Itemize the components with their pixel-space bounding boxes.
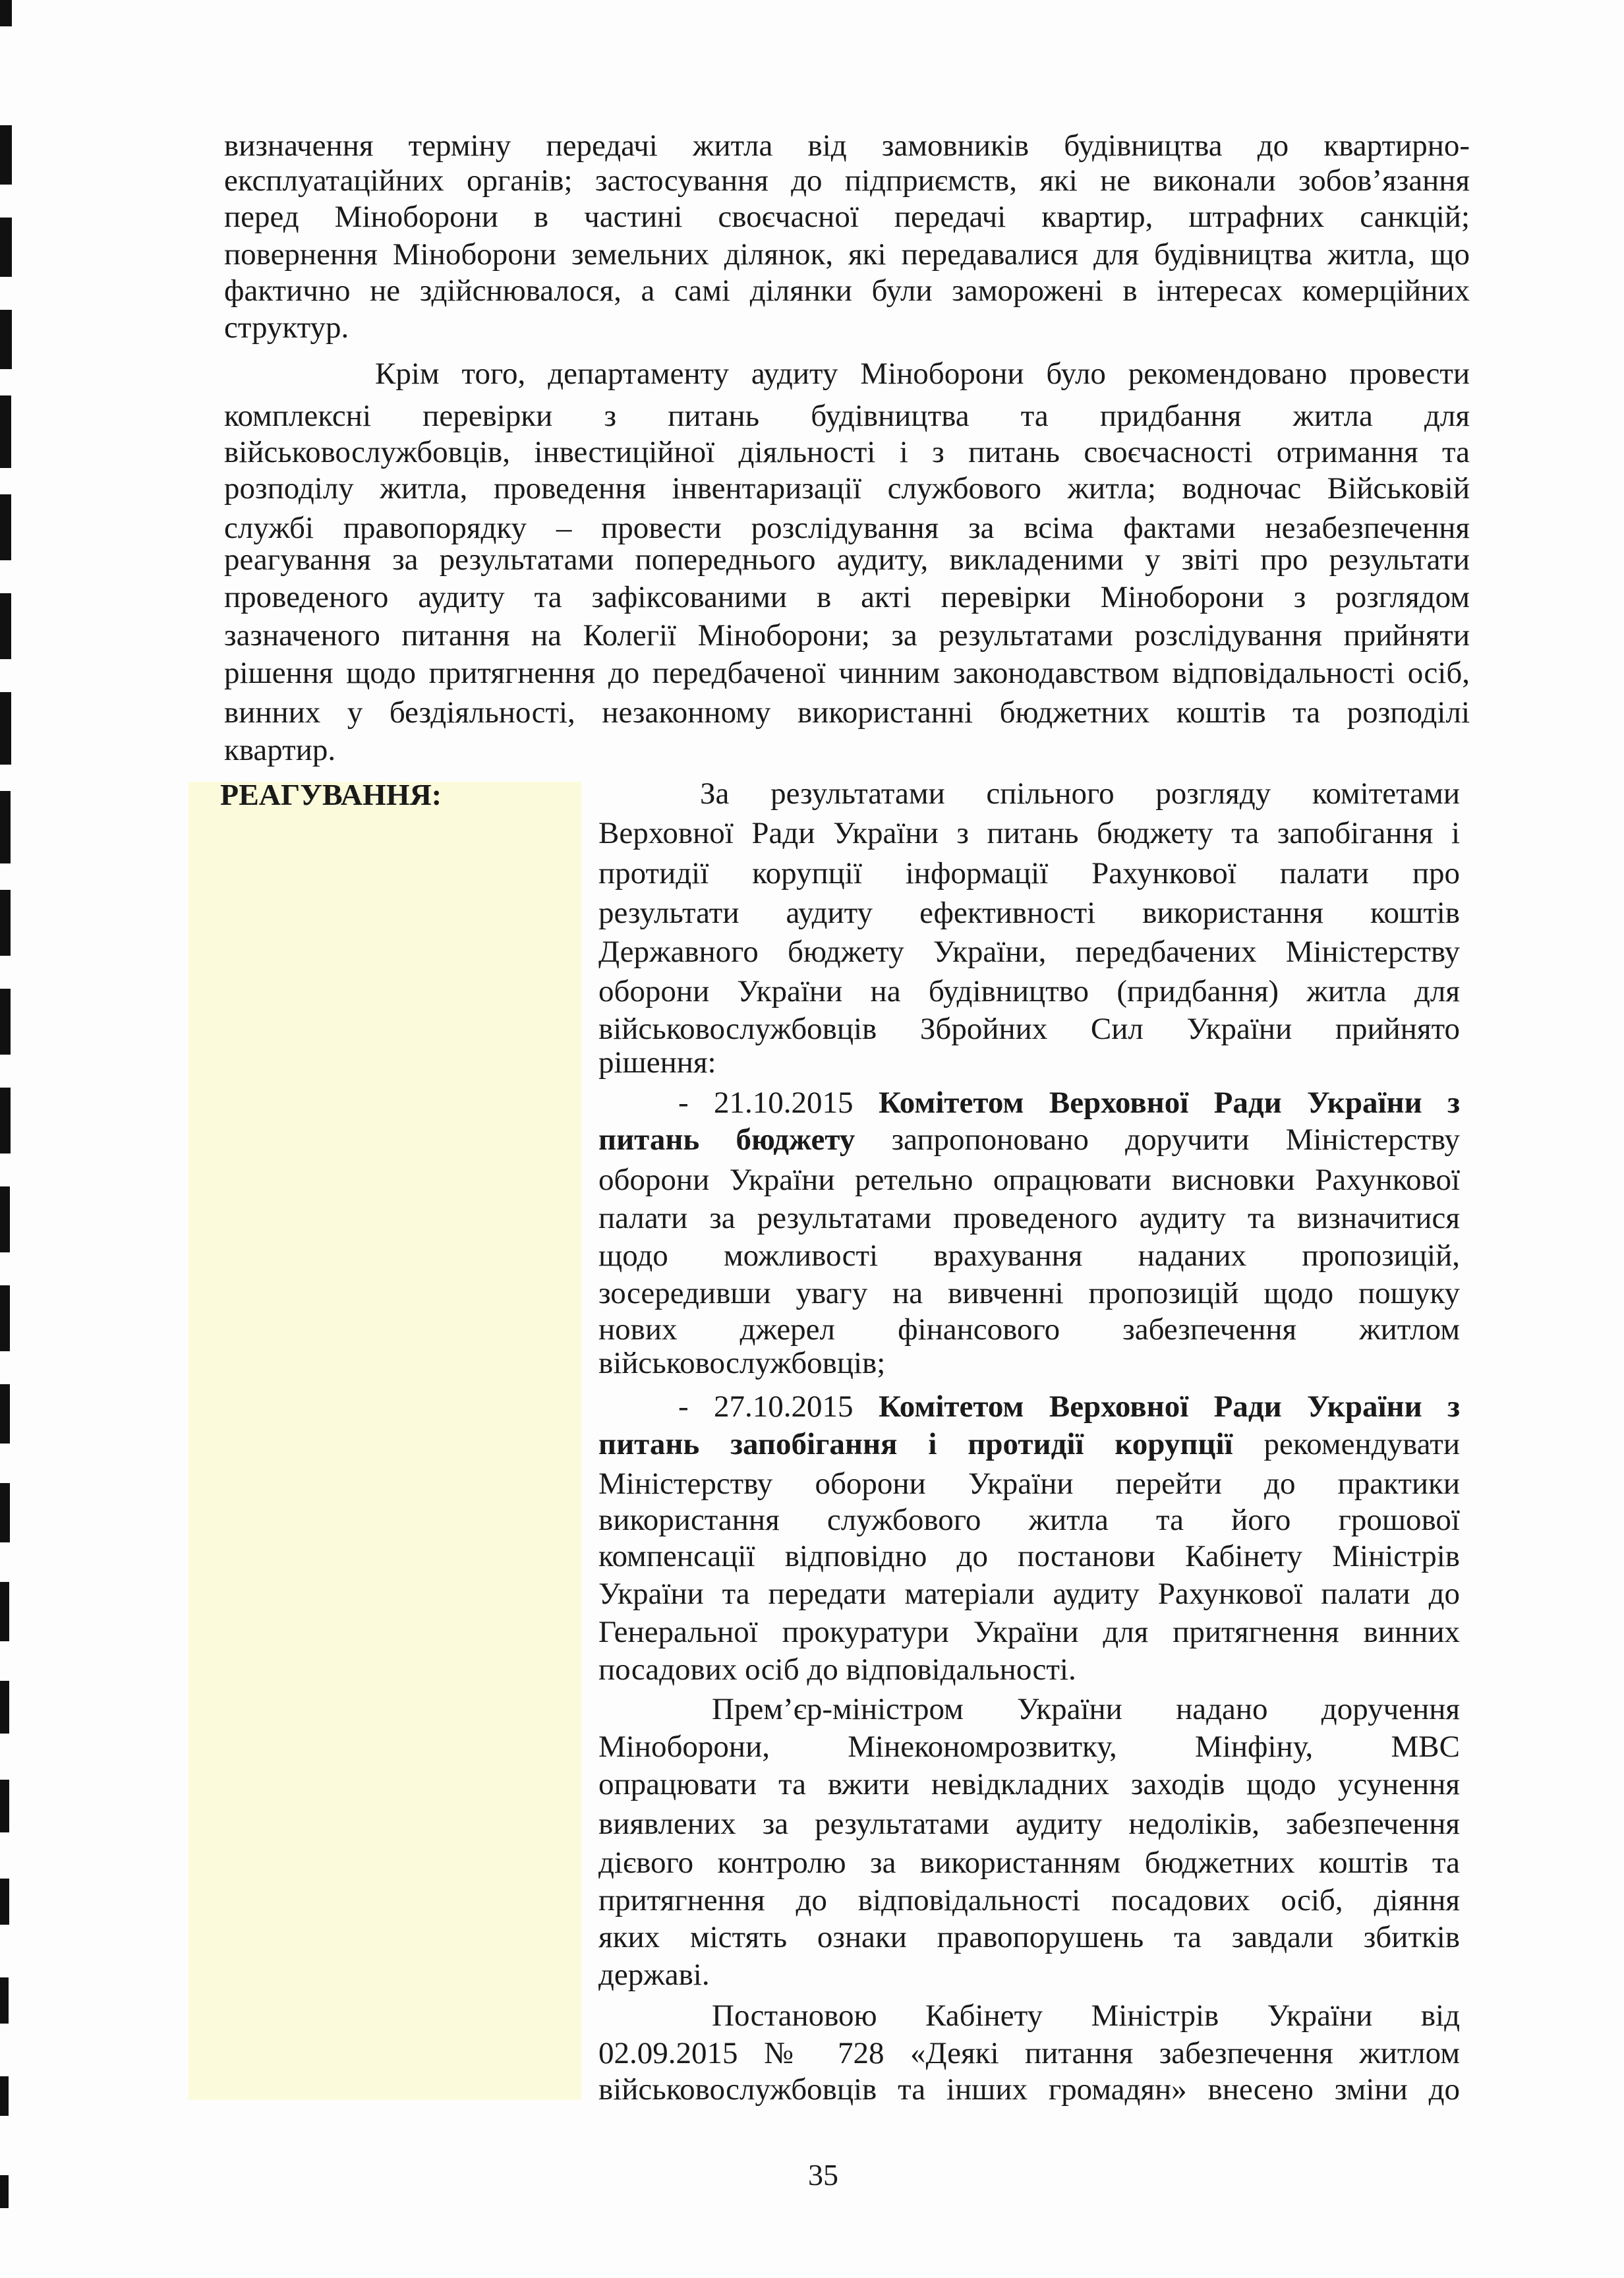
text-line	[700, 775, 1460, 812]
binder-mark	[0, 593, 11, 659]
bold-text: питань запобігання і протидії корупції	[598, 1427, 1233, 1461]
text-line: комплексні перевірки з питань будівництва та придбання житла для	[224, 399, 1470, 433]
text-line: структур.	[224, 310, 349, 345]
binder-mark	[0, 1879, 9, 1925]
bold-text: питань бюджету	[598, 1123, 856, 1157]
binder-mark	[0, 218, 12, 277]
binder-mark	[0, 989, 11, 1055]
text-line: службі правопорядку – провести розслідування за всіма фактами незабезпечення	[224, 511, 1470, 545]
page-number: 35	[808, 2158, 838, 2192]
text-line	[598, 1345, 1460, 1382]
text-segment: нових джерел фінансового забезпечення житлом	[598, 1312, 1460, 1347]
binder-mark	[0, 1483, 10, 1542]
text-line	[598, 1651, 1460, 1688]
text-line	[598, 1044, 1460, 1081]
text-segment: зосередивши увагу на вивченні пропозицій щодо пошуку	[598, 1276, 1460, 1310]
text-line: військовослужбовців, інвестиційної діяльності і з питань своєчасності отримання та	[224, 435, 1470, 469]
text-line	[598, 1728, 1460, 1765]
text-segment: Постановою Кабінету Міністрів України від	[712, 1999, 1460, 2033]
binder-mark	[0, 1285, 10, 1351]
binder-mark	[0, 692, 11, 765]
text-segment: державі.	[598, 1958, 710, 1992]
text-segment: результати аудиту ефективності використання коштів	[598, 896, 1460, 930]
text-line: визначення терміну передачі житла від замовників будівництва до квартирно-	[224, 129, 1470, 163]
text-line	[598, 1844, 1460, 1881]
text-line: Крім того, департаменту аудиту Міноборони було рекомендовано провести	[375, 357, 1470, 391]
text-line: винних у бездіяльності, незаконному використанні бюджетних коштів та розподілі	[224, 695, 1470, 730]
text-line	[598, 815, 1460, 852]
binder-mark	[0, 395, 11, 468]
text-line	[598, 933, 1460, 970]
text-segment: протидії корупції інформації Рахункової палати про	[598, 856, 1460, 891]
binder-mark	[0, 1582, 9, 1641]
text-segment: яких містять ознаки правопорушень та завдали збитків	[598, 1920, 1460, 1954]
text-line: розподілу житла, проведення інвентаризації службового житла; водночас Військовій	[224, 471, 1470, 506]
text-line	[598, 1237, 1460, 1274]
text-segment: - 21.10.2015	[678, 1086, 879, 1120]
text-segment: - 27.10.2015	[678, 1389, 879, 1424]
binder-mark	[0, 494, 11, 560]
text-segment: 02.09.2015 № 728 «Деякі питання забезпечення житлом	[598, 2036, 1460, 2070]
text-line	[712, 1691, 1460, 1728]
text-line	[598, 1161, 1460, 1198]
text-line: квартир.	[224, 733, 336, 767]
text-segment: Генеральної прокуратури України для притягнення винних	[598, 1615, 1460, 1649]
text-line	[598, 2035, 1460, 2072]
text-line: проведеного аудиту та зафіксованими в акті перевірки Міноборони з розглядом	[224, 580, 1470, 614]
text-line	[598, 1311, 1460, 1348]
text-line	[598, 894, 1460, 931]
text-segment: виявлених за результатами аудиту недоліків, забезпечення	[598, 1807, 1460, 1841]
response-label-highlight	[188, 782, 581, 2100]
binder-mark	[0, 1186, 10, 1252]
binder-mark	[0, 310, 12, 369]
text-line: перед Міноборони в частині своєчасної передачі квартир, штрафних санкцій;	[224, 200, 1470, 234]
binder-mark	[0, 125, 12, 185]
binder-mark	[0, 1088, 11, 1154]
text-segment: компенсації відповідно до постанови Кабінету Міністрів	[598, 1539, 1460, 1573]
binder-mark	[0, 1384, 10, 1444]
text-line	[598, 1538, 1460, 1575]
text-segment: запропоновано доручити Міністерству	[855, 1123, 1460, 1157]
text-segment: України та передати матеріали аудиту Рахункової палати до	[598, 1577, 1460, 1611]
text-line	[598, 1200, 1460, 1237]
binder-mark	[0, 1780, 9, 1832]
text-segment: Державного бюджету України, передбачених Міністерству	[598, 935, 1460, 969]
text-segment: опрацювати та вжити невідкладних заходів щодо усунення	[598, 1767, 1460, 1801]
text-line	[598, 1766, 1460, 1803]
text-line	[598, 1614, 1460, 1650]
text-segment: оборони України ретельно опрацювати висновки Рахункової	[598, 1163, 1460, 1197]
text-segment: Міноборони, Мінекономрозвитку, Мінфіну, МВС	[598, 1730, 1460, 1764]
text-segment: рекомендувати	[1232, 1427, 1460, 1461]
text-segment: оборони України на будівництво (придбання) житла для	[598, 974, 1460, 1008]
bold-text: Комітетом Верховної Ради України з	[878, 1389, 1461, 1424]
text-line	[598, 855, 1460, 892]
text-line	[598, 1275, 1460, 1312]
binder-mark	[0, 2076, 9, 2116]
text-segment: посадових осіб до відповідальності.	[598, 1652, 1076, 1687]
bold-text: Комітетом Верховної Ради України з	[878, 1086, 1461, 1120]
binder-mark	[0, 791, 11, 863]
text-segment: палати за результатами проведеного аудиту та визначитися	[598, 1201, 1460, 1235]
text-line	[678, 1388, 1460, 1425]
text-line	[598, 2071, 1460, 2108]
text-line	[598, 1502, 1460, 1538]
text-segment: військовослужбовців;	[598, 1346, 886, 1380]
text-segment: використання службового житла та його грошової	[598, 1503, 1460, 1537]
text-line	[598, 1805, 1460, 1842]
text-segment: притягнення до відповідальності посадових осіб, діяння	[598, 1883, 1460, 1917]
text-segment: рішення:	[598, 1045, 716, 1080]
text-line	[598, 1919, 1460, 1956]
text-line	[598, 1010, 1460, 1047]
text-segment: Міністерству оборони України перейти до практики	[598, 1467, 1460, 1501]
text-line: експлуатаційних органів; застосування до підприємств, які не виконали зобов’язання	[224, 163, 1470, 198]
binder-mark	[0, 890, 11, 956]
text-segment: щодо можливості врахування наданих пропозицій,	[598, 1239, 1460, 1273]
text-segment: Верховної Ради України з питань бюджету та запобігання і	[598, 816, 1460, 850]
text-line: повернення Міноборони земельних ділянок, які передавалися для будівництва житла, що	[224, 237, 1470, 272]
text-line	[712, 1997, 1460, 2034]
text-segment: дієвого контролю за використанням бюджетних коштів та	[598, 1846, 1460, 1880]
binder-mark	[0, 1977, 9, 2024]
text-line: рішення щодо притягнення до передбаченої чинним законодавством відповідальності осіб,	[224, 656, 1470, 690]
text-segment: Прем’єр-міністром України надано доручення	[712, 1692, 1460, 1726]
binder-mark	[0, 0, 12, 26]
text-line	[598, 973, 1460, 1010]
text-line: реагування за результатами попереднього аудиту, викладеними у звіті про результати	[224, 542, 1470, 577]
text-line: фактично не здійснювалося, а самі ділянки були заморожені в інтересах комерційних	[224, 274, 1470, 308]
text-line	[678, 1084, 1460, 1121]
text-line	[598, 1121, 1460, 1158]
text-segment: військовослужбовців та інших громадян» внесено зміни до	[598, 2072, 1460, 2107]
text-line	[598, 1465, 1460, 1502]
text-line	[598, 1882, 1460, 1919]
text-line	[598, 1426, 1460, 1463]
text-line	[598, 1956, 1460, 1993]
text-segment: За результатами спільного розгляду комітетами	[700, 776, 1460, 811]
binder-mark	[0, 1681, 9, 1734]
text-segment: військовослужбовців Збройних Сил України прийнято	[598, 1012, 1460, 1046]
binder-mark	[0, 2175, 9, 2208]
response-label: РЕАГУВАННЯ:	[220, 778, 442, 811]
text-line: зазначеного питання на Колегії Міноборони; за результатами розслідування прийняти	[224, 618, 1470, 653]
text-line	[598, 1575, 1460, 1612]
